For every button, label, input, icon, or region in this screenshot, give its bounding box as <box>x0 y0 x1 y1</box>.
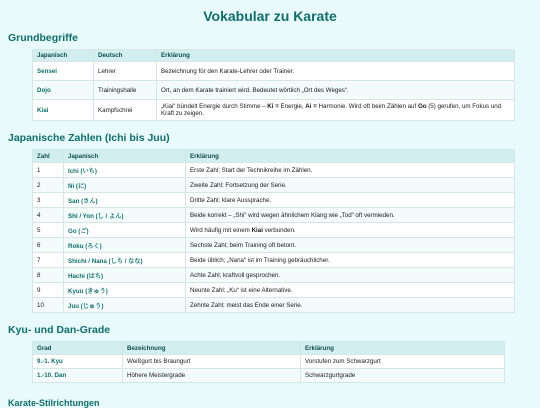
cell-explanation: Sechste Zahl; beim Training oft betont. <box>186 238 515 253</box>
cell-japanese: Sensei <box>33 62 94 81</box>
cell-number: 5 <box>33 223 64 238</box>
cell-japanese: Shichi / Nana (しち / なな) <box>64 253 186 268</box>
cell-explanation: Vorstufen zum Schwarzgurt <box>301 355 505 369</box>
cell-number: 8 <box>33 268 64 283</box>
column-header: Japanisch <box>64 150 186 163</box>
cell-number: 2 <box>33 178 64 193</box>
cell-explanation: Ort, an dem Karate trainiert wird. Bedeutet wörtlich „Ort des Weges“. <box>157 81 515 100</box>
table-row <box>33 193 515 208</box>
cell-german: Trainingshalle <box>94 81 157 100</box>
column-header: Zahl <box>33 150 64 163</box>
table-row <box>33 208 515 223</box>
column-header: Deutsch <box>94 50 157 62</box>
cell-japanese: San (さん) <box>64 193 186 208</box>
column-header: Erklärung <box>157 50 515 62</box>
table-row <box>33 268 515 283</box>
table-row <box>33 238 515 253</box>
cell-japanese: Ichi (いち) <box>64 163 186 178</box>
table-row <box>33 355 505 369</box>
section-heading-stilrichtungen: Karate-Stilrichtungen <box>8 398 100 408</box>
grundbegriffe-table <box>32 49 515 121</box>
cell-explanation: Achte Zahl; kraftvoll gesprochen. <box>186 268 515 283</box>
table-row <box>33 253 515 268</box>
section-heading-grundbegriffe: Grundbegriffe <box>8 32 78 44</box>
cell-number: 9 <box>33 283 64 298</box>
cell-explanation: Neunte Zahl; „Ku“ ist eine Alternative. <box>186 283 515 298</box>
cell-japanese: Ni (に) <box>64 178 186 193</box>
column-header: Erklärung <box>301 342 505 355</box>
cell-explanation: Beide üblich; „Nana“ ist im Training gebräuchlicher. <box>186 253 515 268</box>
cell-name: Höhere Meistergrade <box>123 369 301 383</box>
cell-explanation: Beide korrekt – „Shi“ wird wegen ähnlichem Klang wie „Tod“ oft vermieden. <box>186 208 515 223</box>
page-title: Vokabular zu Karate <box>203 8 337 24</box>
column-header: Erklärung <box>186 150 515 163</box>
table-row <box>33 298 515 313</box>
table-row <box>33 283 515 298</box>
cell-number: 3 <box>33 193 64 208</box>
zahlen-table <box>32 149 515 313</box>
cell-japanese: Hachi (はち) <box>64 268 186 283</box>
cell-japanese: Go (ご) <box>64 223 186 238</box>
cell-number: 4 <box>33 208 64 223</box>
cell-explanation: Wird häufig mit einem Kiai verbunden. <box>186 223 515 238</box>
table-row <box>33 178 515 193</box>
cell-number: 7 <box>33 253 64 268</box>
table-row <box>33 223 515 238</box>
cell-explanation: Schwarzgurtgrade <box>301 369 505 383</box>
cell-german: Lehrer <box>94 62 157 81</box>
cell-explanation: Dritte Zahl; klare Aussprache. <box>186 193 515 208</box>
cell-japanese: Dojo <box>33 81 94 100</box>
cell-japanese: Shi / Yon (し / よん) <box>64 208 186 223</box>
cell-explanation: Erste Zahl; Start der Technikreihe im Zählen. <box>186 163 515 178</box>
table-row <box>33 369 505 383</box>
cell-japanese: Kyuu (きゅう) <box>64 283 186 298</box>
zahlen-table-body <box>33 163 515 313</box>
cell-grade: 1.-10. Dan <box>33 369 123 383</box>
column-header: Bezeichnung <box>123 342 301 355</box>
grade-table <box>32 341 505 383</box>
table-header-row <box>33 342 505 355</box>
cell-explanation-kiai: „Kiai“ bündelt Energie durch Stimme – Ki = Energie, Ai = Harmonie. Wird oft beim Zählen auf Go (5) gerufen, um Fokus und Kraft zu zeigen. <box>157 100 515 121</box>
cell-japanese: Juu (じゅう) <box>64 298 186 313</box>
cell-name: Weißgurt bis Braungurt <box>123 355 301 369</box>
table-row <box>33 81 515 100</box>
table-header-row <box>33 50 515 62</box>
section-heading-zahlen: Japanische Zahlen (Ichi bis Juu) <box>8 132 170 144</box>
column-header: Japanisch <box>33 50 94 62</box>
table-row <box>33 163 515 178</box>
cell-explanation: Zehnte Zahl; meist das Ende einer Serie. <box>186 298 515 313</box>
cell-number: 1 <box>33 163 64 178</box>
cell-explanation: Bezeichnung für den Karate-Lehrer oder Trainer. <box>157 62 515 81</box>
section-heading-grade: Kyu- und Dan-Grade <box>8 324 111 336</box>
cell-grade: 9.-1. Kyu <box>33 355 123 369</box>
cell-japanese: Roku (ろく) <box>64 238 186 253</box>
table-row <box>33 100 515 121</box>
cell-explanation: Zweite Zahl; Fortsetzung der Serie. <box>186 178 515 193</box>
cell-german: Kampfschrei <box>94 100 157 121</box>
table-header-row <box>33 150 515 163</box>
cell-number: 10 <box>33 298 64 313</box>
cell-japanese: Kiai <box>33 100 94 121</box>
table-row <box>33 62 515 81</box>
column-header: Grad <box>33 342 123 355</box>
cell-number: 6 <box>33 238 64 253</box>
